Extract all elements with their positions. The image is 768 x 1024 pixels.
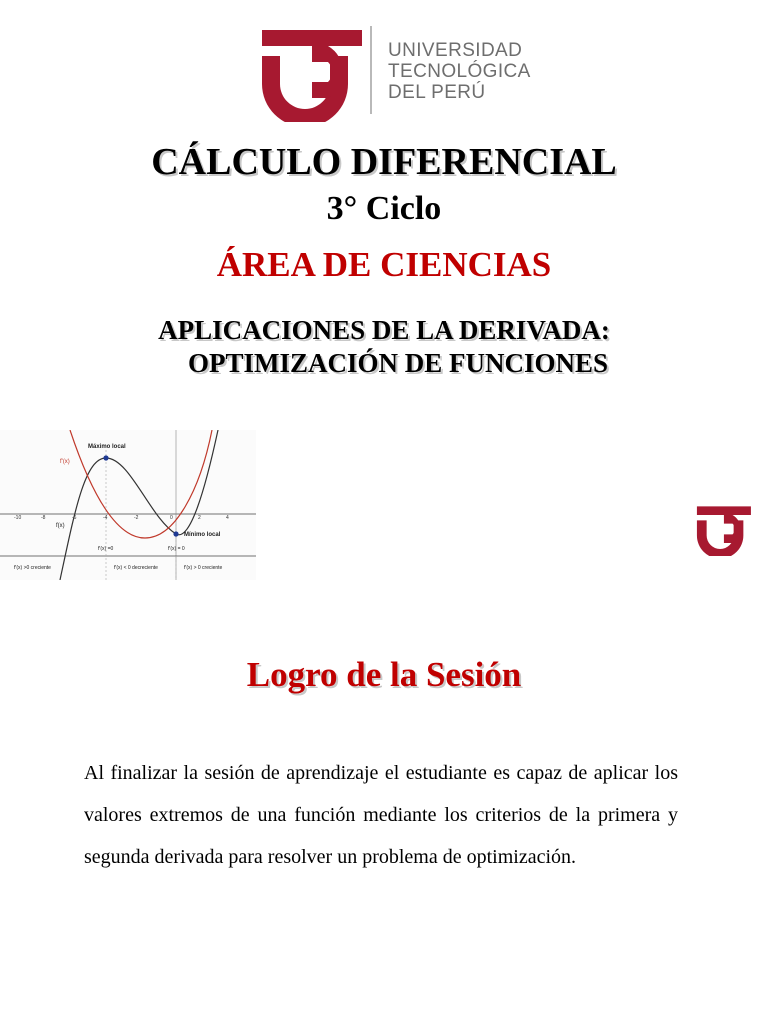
fprime-label: f'(x): [60, 459, 70, 465]
zero-right-label: f'(x) = 0: [168, 546, 185, 552]
utp-logo-icon: [258, 22, 370, 122]
tick-label: -10: [14, 515, 22, 521]
function-curve: [60, 430, 218, 580]
area-title: ÁREA DE CIENCIAS: [216, 245, 552, 284]
subtitle-line-1: APLICACIONES DE LA DERIVADA:: [158, 315, 610, 345]
university-logo: [258, 22, 530, 122]
logo-divider: [370, 26, 372, 114]
university-name-line: DEL PERÚ: [388, 82, 486, 103]
tick-label: 2: [198, 515, 201, 521]
subtitle-line-2: OPTIMIZACIÓN DE FUNCIONES: [187, 348, 609, 378]
min-point: [173, 531, 178, 536]
course-title: CÁLCULO DIFERENCIAL: [151, 141, 617, 183]
decreasing-label: f'(x) < 0 decreciente: [114, 565, 158, 571]
tick-label: 0: [170, 515, 173, 521]
increasing-left-label: f'(x) >0 creciente: [14, 565, 51, 571]
derivative-graph: [0, 430, 256, 580]
session-goal-paragraph: Al finalizar la sesión de aprendizaje el estudiante es capaz de aplicar los valores extremos de una función mediante los criterios de la primera y segunda derivada para resolver un problema de optimización.: [84, 762, 678, 868]
max-point: [103, 455, 108, 460]
tick-label: -6: [72, 515, 77, 521]
utp-logo-icon: [694, 502, 756, 556]
zero-left-label: f'(x) =0: [98, 546, 114, 552]
tick-label: -4: [103, 515, 108, 521]
section-title: Logro de la Sesión: [246, 655, 522, 694]
course-cycle: 3° Ciclo: [326, 190, 442, 227]
tick-label: 4: [226, 515, 229, 521]
tick-label: -8: [41, 515, 46, 521]
utp-logo-small: [694, 502, 756, 556]
university-name: [388, 40, 531, 103]
tick-label: -2: [134, 515, 139, 521]
min-label: Mínimo local: [184, 532, 221, 538]
increasing-right-label: f'(x) > 0 creciente: [184, 565, 223, 571]
f-label: f(x): [56, 523, 65, 529]
max-label: Máximo local: [88, 444, 126, 450]
university-name-line: TECNOLÓGICA: [388, 61, 531, 82]
university-name-line: UNIVERSIDAD: [388, 40, 523, 61]
